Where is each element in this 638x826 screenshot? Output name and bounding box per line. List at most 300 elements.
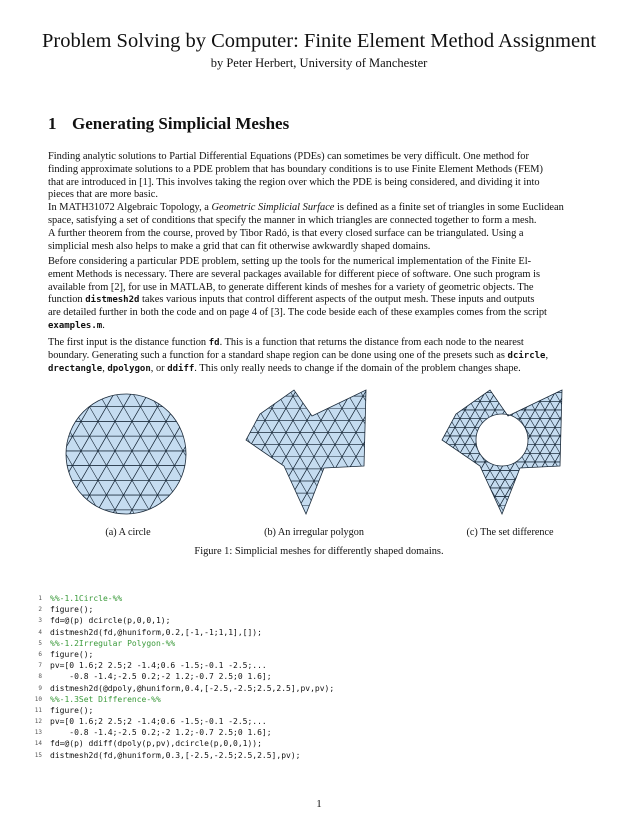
mesh-triangle [440, 497, 455, 506]
mesh-triangle [158, 510, 184, 516]
mesh-triangle [166, 495, 188, 510]
code-line [30, 604, 334, 615]
mesh-triangle [530, 479, 545, 488]
document-author: by Peter Herbert, University of Manchester [210, 56, 428, 70]
mesh-triangle [560, 427, 575, 436]
text-line: ement Methods is necessary. There are several packages available for different piece of software. One such program is [48, 268, 541, 280]
code-text: -0.8 -1.4;-2.5 0.2;-2 1.2;-0.7 2.5;0 1.6]; [50, 672, 272, 682]
difference-mesh-image [440, 384, 578, 516]
code-line [30, 593, 334, 604]
paragraph-intro [48, 151, 594, 253]
code-term: examples.m [48, 320, 103, 331]
mesh-triangle [485, 384, 500, 393]
mesh-figure-circle [64, 392, 188, 516]
mesh-triangle [485, 505, 500, 514]
mesh-triangle [475, 505, 490, 514]
code-term: ddiff [167, 363, 195, 374]
mesh-triangle [495, 419, 510, 428]
circle-mesh-image [64, 392, 188, 516]
mesh-triangle [244, 493, 265, 505]
mesh-triangle [575, 505, 578, 514]
mesh-triangle [525, 384, 540, 393]
text-line: Finding analytic solutions to Partial Differential Equations (PDEs) can sometimes be very difficult. One method for [48, 151, 529, 162]
mesh-triangle [560, 514, 575, 516]
code-text: figure(); [50, 649, 94, 659]
mesh-triangle [440, 419, 450, 428]
mesh-triangle [565, 401, 578, 410]
mesh-triangle [363, 481, 382, 493]
mesh-triangle [555, 384, 570, 393]
section-heading [48, 114, 289, 134]
mesh-triangle [480, 514, 495, 516]
mesh-triangle [535, 488, 550, 497]
mesh-triangle [495, 453, 510, 462]
mesh-triangle [183, 495, 188, 510]
mesh-triangle [460, 479, 475, 488]
code-text: pv=[0 1.6;2 2.5;2 -1.4;0.6 -1.5;-0.1 -2.5;... [50, 717, 267, 727]
text-fragment: is defined as a finite set of triangles in some Euclidean [334, 202, 564, 214]
mesh-triangle [251, 457, 272, 469]
mesh-triangle [450, 479, 465, 488]
mesh-triangle [244, 408, 258, 420]
code-comment: %%-1.2Irregular Polygon-%% [50, 638, 176, 648]
line-number: 13 [34, 729, 42, 737]
code-term: dcircle [507, 350, 546, 361]
code-line [30, 750, 334, 761]
mesh-triangle [440, 401, 450, 410]
mesh-figure-difference [440, 384, 578, 516]
mesh-triangle [470, 497, 485, 506]
mesh-triangle [520, 497, 535, 506]
code-text: fd=@(p) ddiff(dpoly(p,pv),dcircle(p,0,0,1)); [50, 739, 262, 749]
mesh-triangle [440, 445, 445, 454]
mesh-triangle [565, 384, 578, 393]
text-fragment: . [102, 319, 105, 331]
mesh-triangle [321, 505, 342, 516]
line-number: 14 [34, 740, 42, 748]
mesh-triangle [480, 427, 495, 436]
mesh-triangle [460, 393, 475, 402]
mesh-triangle [349, 481, 370, 493]
mesh-triangle [265, 505, 286, 516]
mesh-triangle [244, 396, 265, 408]
mesh-triangle [560, 410, 575, 419]
mesh-triangle [475, 436, 490, 445]
mesh-triangle [520, 393, 535, 402]
mesh-triangle [570, 514, 578, 516]
mesh-triangle [510, 445, 525, 454]
mesh-triangle [244, 420, 251, 432]
mesh-triangle [545, 384, 560, 393]
mesh-triangle [535, 471, 550, 480]
mesh-triangle [510, 393, 525, 402]
mesh-triangle [279, 505, 300, 516]
line-number: 3 [38, 617, 42, 625]
mesh-triangle [455, 505, 470, 514]
mesh-triangle [470, 479, 485, 488]
mesh-triangle [251, 384, 272, 396]
mesh-triangle [560, 462, 575, 471]
code-term: drectangle [48, 363, 103, 374]
mesh-triangle [258, 469, 279, 481]
mesh-triangle [520, 514, 535, 516]
mesh-triangle [370, 493, 382, 505]
mesh-triangle [510, 427, 525, 436]
mesh-triangle [550, 514, 565, 516]
mesh-triangle [450, 514, 465, 516]
mesh-triangle [440, 453, 450, 462]
text-fragment: In MATH31072 Algebraic Topology, a [48, 202, 212, 214]
mesh-triangle [485, 453, 500, 462]
mesh-triangle [565, 505, 578, 514]
code-text: distmesh2d(@dpoly,@huniform,0.4,[-2.5,-2.5;2.5,2.5],pv,pv); [50, 683, 335, 693]
mesh-triangle [440, 393, 455, 402]
code-line [30, 627, 334, 638]
mesh-triangle [505, 505, 520, 514]
mesh-triangle [520, 479, 535, 488]
mesh-triangle [480, 445, 495, 454]
line-number: 12 [34, 718, 42, 726]
code-line [30, 727, 334, 738]
mesh-triangle [328, 469, 349, 481]
mesh-triangle [565, 419, 578, 428]
mesh-triangle [342, 493, 363, 505]
text-fragment: The first input is the distance function [48, 337, 209, 348]
mesh-triangle [575, 384, 578, 393]
mesh-triangle [505, 401, 520, 410]
mesh-triangle [570, 479, 578, 488]
mesh-triangle [328, 493, 349, 505]
subcaption-b: (b) An irregular polygon [264, 527, 364, 538]
code-text: figure(); [50, 605, 94, 615]
mesh-triangle [460, 514, 475, 516]
mesh-triangle [450, 462, 465, 471]
mesh-triangle [440, 514, 445, 516]
mesh-triangle [540, 479, 555, 488]
mesh-triangle [515, 384, 530, 393]
mesh-triangle [515, 505, 530, 514]
mesh-triangle [244, 493, 251, 505]
mesh-triangle [64, 392, 81, 407]
mesh-triangle [490, 427, 505, 436]
mesh-triangle [265, 481, 286, 493]
mesh-triangle [272, 493, 293, 505]
text-fragment: , [545, 349, 549, 361]
mesh-triangle [555, 471, 570, 480]
line-number: 6 [38, 650, 42, 658]
paragraph-tools [48, 256, 594, 333]
mesh-triangle [321, 384, 342, 396]
mesh-triangle [314, 493, 335, 505]
code-line [30, 705, 334, 716]
text-fragment: function [48, 294, 86, 306]
mesh-triangle [485, 419, 500, 428]
mesh-triangle [440, 410, 445, 419]
mesh-triangle [570, 427, 578, 436]
mesh-triangle [370, 445, 382, 457]
mesh-triangle [525, 488, 540, 497]
text-line: finding approximate solutions to a PDE problem that has boundary conditions is to use Finite Element Methods (FEM) [48, 163, 543, 175]
mesh-triangle [64, 407, 73, 422]
mesh-triangle [455, 488, 470, 497]
mesh-triangle [575, 471, 578, 480]
mesh-triangle [560, 445, 575, 454]
mesh-triangle [440, 505, 450, 514]
mesh-triangle [440, 479, 445, 488]
mesh-triangle [490, 514, 505, 516]
mesh-triangle [251, 505, 272, 516]
section-title: Generating Simplicial Meshes [72, 114, 290, 133]
mesh-triangle [335, 481, 356, 493]
mesh-triangle [465, 488, 480, 497]
text-line [48, 337, 594, 350]
mesh-triangle [550, 479, 565, 488]
mesh-triangle [335, 505, 356, 516]
mesh-triangle [560, 497, 575, 506]
text-line: simplicial mesh also helps to make a grid that can fit otherwise awkwardly shaped domains. [48, 240, 431, 252]
mesh-triangle [505, 384, 520, 393]
mesh-triangle [244, 384, 258, 396]
mesh-triangle [307, 384, 328, 396]
mesh-figure-polygon [244, 384, 382, 516]
mesh-triangle [440, 427, 445, 436]
mesh-triangle [440, 471, 450, 480]
mesh-triangle [377, 457, 382, 469]
code-comment: %%-1.1Circle-%% [50, 594, 123, 603]
mesh-triangle [244, 445, 251, 457]
code-text: fd=@(p) dcircle(p,0,0,1); [50, 616, 171, 626]
mesh-triangle [363, 432, 382, 444]
mesh-triangle [515, 488, 530, 497]
mesh-triangle [440, 393, 445, 402]
code-line [30, 638, 334, 649]
text-fragment: . This only really needs to change if the domain of the problem changes shape. [194, 362, 521, 374]
code-comment: %%-1.3Set Difference-%% [50, 694, 161, 704]
mesh-triangle [265, 384, 286, 396]
mesh-triangle [565, 436, 578, 445]
mesh-triangle [525, 505, 540, 514]
mesh-triangle [445, 384, 460, 393]
code-line [30, 683, 334, 694]
mesh-triangle [545, 505, 560, 514]
mesh-triangle [460, 497, 475, 506]
mesh-triangle [175, 510, 189, 516]
mesh-triangle [370, 469, 382, 481]
mesh-triangle [510, 497, 525, 506]
line-number: 2 [38, 606, 42, 614]
mesh-triangle [455, 384, 470, 393]
code-text: -0.8 -1.4;-2.5 0.2;-2 1.2;-0.7 2.5;0 1.6]; [50, 728, 272, 738]
mesh-triangle [244, 469, 265, 481]
mesh-triangle [545, 488, 560, 497]
mesh-triangle [505, 436, 520, 445]
line-number: 5 [38, 639, 42, 647]
line-number: 15 [34, 751, 42, 759]
paragraph-distance-function [48, 337, 594, 375]
mesh-triangle [530, 497, 545, 506]
mesh-triangle [495, 384, 510, 393]
mesh-triangle [363, 505, 382, 516]
line-number: 8 [38, 673, 42, 681]
text-line [48, 350, 594, 363]
code-line [30, 738, 334, 749]
mesh-triangle [575, 401, 578, 410]
mesh-triangle [575, 453, 578, 462]
mesh-triangle [445, 401, 460, 410]
mesh-triangle [440, 462, 455, 471]
code-listing [30, 593, 334, 761]
mesh-triangle [244, 457, 258, 469]
mesh-triangle [465, 505, 480, 514]
mesh-triangle [440, 479, 455, 488]
mesh-triangle [570, 445, 578, 454]
mesh-triangle [377, 408, 382, 420]
mesh-triangle [73, 510, 99, 516]
line-number: 11 [34, 706, 42, 714]
code-line [30, 615, 334, 626]
text-line: available from [2], for use in MATLAB, to generate different kinds of meshes for a variety of geometric objects. The [48, 281, 534, 293]
line-number: 1 [38, 595, 42, 602]
mesh-triangle [550, 497, 565, 506]
code-line [30, 716, 334, 727]
mesh-triangle [555, 488, 570, 497]
mesh-triangle [475, 488, 490, 497]
mesh-triangle [64, 510, 81, 516]
mesh-triangle [349, 505, 370, 516]
code-text: pv=[0 1.6;2 2.5;2 -1.4;0.6 -1.5;-0.1 -2.5;... [50, 661, 267, 671]
text-line: pieces that are more basic. [48, 189, 158, 201]
mesh-triangle [342, 469, 363, 481]
mesh-triangle [545, 471, 560, 480]
mesh-triangle [450, 393, 465, 402]
mesh-triangle [356, 469, 377, 481]
mesh-triangle [307, 505, 328, 516]
mesh-triangle [485, 436, 500, 445]
mesh-triangle [565, 453, 578, 462]
mesh-triangle [370, 420, 382, 432]
mesh-triangle [460, 462, 475, 471]
code-text: figure(); [50, 705, 94, 715]
figure-caption: Figure 1: Simplicial meshes for differently shaped domains. [194, 546, 444, 557]
code-term: fd [208, 338, 220, 348]
mesh-triangle [570, 497, 578, 506]
mesh-triangle [244, 396, 251, 408]
emphasis-term: Geometric Simplicial Surface [211, 202, 335, 214]
mesh-triangle [440, 514, 455, 516]
mesh-triangle [321, 481, 342, 493]
subcaption-c: (c) The set difference [466, 527, 554, 538]
difference-hole-boundary [476, 414, 528, 466]
mesh-triangle [570, 462, 578, 471]
mesh-triangle [377, 505, 382, 516]
document-title: Problem Solving by Computer: Finite Element Method Assignment [41, 30, 597, 52]
text-line [48, 320, 594, 333]
page-number: 1 [316, 798, 322, 810]
section-number: 1 [48, 114, 57, 133]
mesh-triangle [570, 410, 578, 419]
mesh-triangle [356, 493, 377, 505]
mesh-triangle [335, 384, 356, 396]
text-fragment: , [102, 362, 108, 374]
text-fragment: takes various inputs that control different aspects of the output mesh. These inputs and outputs [139, 294, 535, 306]
mesh-triangle [470, 514, 485, 516]
mesh-triangle [445, 488, 460, 497]
line-number: 4 [38, 628, 42, 636]
text-line: space, satisfying a set of conditions that specify the manner in which triangles are connected together to form a mesh. [48, 214, 537, 226]
text-line [48, 363, 594, 376]
mesh-triangle [440, 384, 450, 393]
text-fragment: . This is a function that returns the distance from each node to the nearest [219, 337, 524, 348]
mesh-triangle [565, 471, 578, 480]
mesh-triangle [560, 479, 575, 488]
text-line: that are introduced in [1]. This involves taking the region over which the PDE is being considered, and dividing it into [48, 176, 540, 188]
mesh-triangle [440, 488, 450, 497]
text-line: A further theorem from the course, proved by Tibor Radó, is that every closed surface can be triangulated. Using a [48, 227, 524, 239]
mesh-triangle [377, 432, 382, 444]
mesh-triangle [535, 384, 550, 393]
text-line: Before considering a particular PDE problem, setting up the tools for the numerical implementation of the Finite El- [48, 256, 532, 267]
text-fragment: boundary. Generating such a function for a standard shape region can be done using one of the presets such as [48, 349, 508, 361]
mesh-triangle [440, 410, 455, 419]
text-fragment: , or [150, 362, 168, 374]
mesh-triangle [495, 436, 510, 445]
mesh-triangle [575, 436, 578, 445]
mesh-triangle [363, 457, 382, 469]
mesh-triangle [540, 514, 555, 516]
mesh-triangle [244, 469, 251, 481]
mesh-triangle [158, 392, 184, 407]
mesh-triangle [530, 514, 545, 516]
mesh-triangle [535, 505, 550, 514]
mesh-triangle [183, 407, 188, 422]
text-line [48, 294, 594, 307]
line-number: 10 [34, 695, 42, 703]
mesh-triangle [500, 393, 515, 402]
mesh-triangle [244, 505, 258, 516]
line-number: 7 [38, 662, 42, 670]
code-line [30, 649, 334, 660]
mesh-triangle [251, 481, 272, 493]
mesh-triangle [440, 462, 445, 471]
mesh-triangle [244, 481, 258, 493]
mesh-triangle [500, 427, 515, 436]
mesh-triangle [377, 384, 382, 396]
mesh-triangle [555, 505, 570, 514]
mesh-triangle [450, 497, 465, 506]
polygon-mesh-image [244, 384, 382, 516]
mesh-triangle [455, 471, 470, 480]
mesh-triangle [175, 392, 189, 407]
mesh-triangle [445, 453, 460, 462]
mesh-triangle [505, 419, 520, 428]
mesh-triangle [445, 471, 460, 480]
mesh-triangle [540, 497, 555, 506]
mesh-triangle [440, 497, 445, 506]
subcaption-a: (a) A circle [105, 527, 151, 538]
mesh-triangle [570, 393, 578, 402]
mesh-triangle [565, 488, 578, 497]
mesh-triangle [500, 445, 515, 454]
code-text: distmesh2d(fd,@huniform,0.3,[-2.5,-2.5;2.5,2.5],pv); [50, 750, 301, 760]
code-text: distmesh2d(fd,@huniform,0.2,[-1,-1;1,1],[]); [50, 627, 262, 637]
mesh-triangle [64, 495, 73, 510]
code-term: distmesh2d [85, 295, 140, 306]
mesh-triangle [480, 497, 495, 506]
mesh-triangle [370, 396, 382, 408]
mesh-triangle [490, 445, 505, 454]
mesh-triangle [465, 471, 480, 480]
mesh-triangle [377, 481, 382, 493]
